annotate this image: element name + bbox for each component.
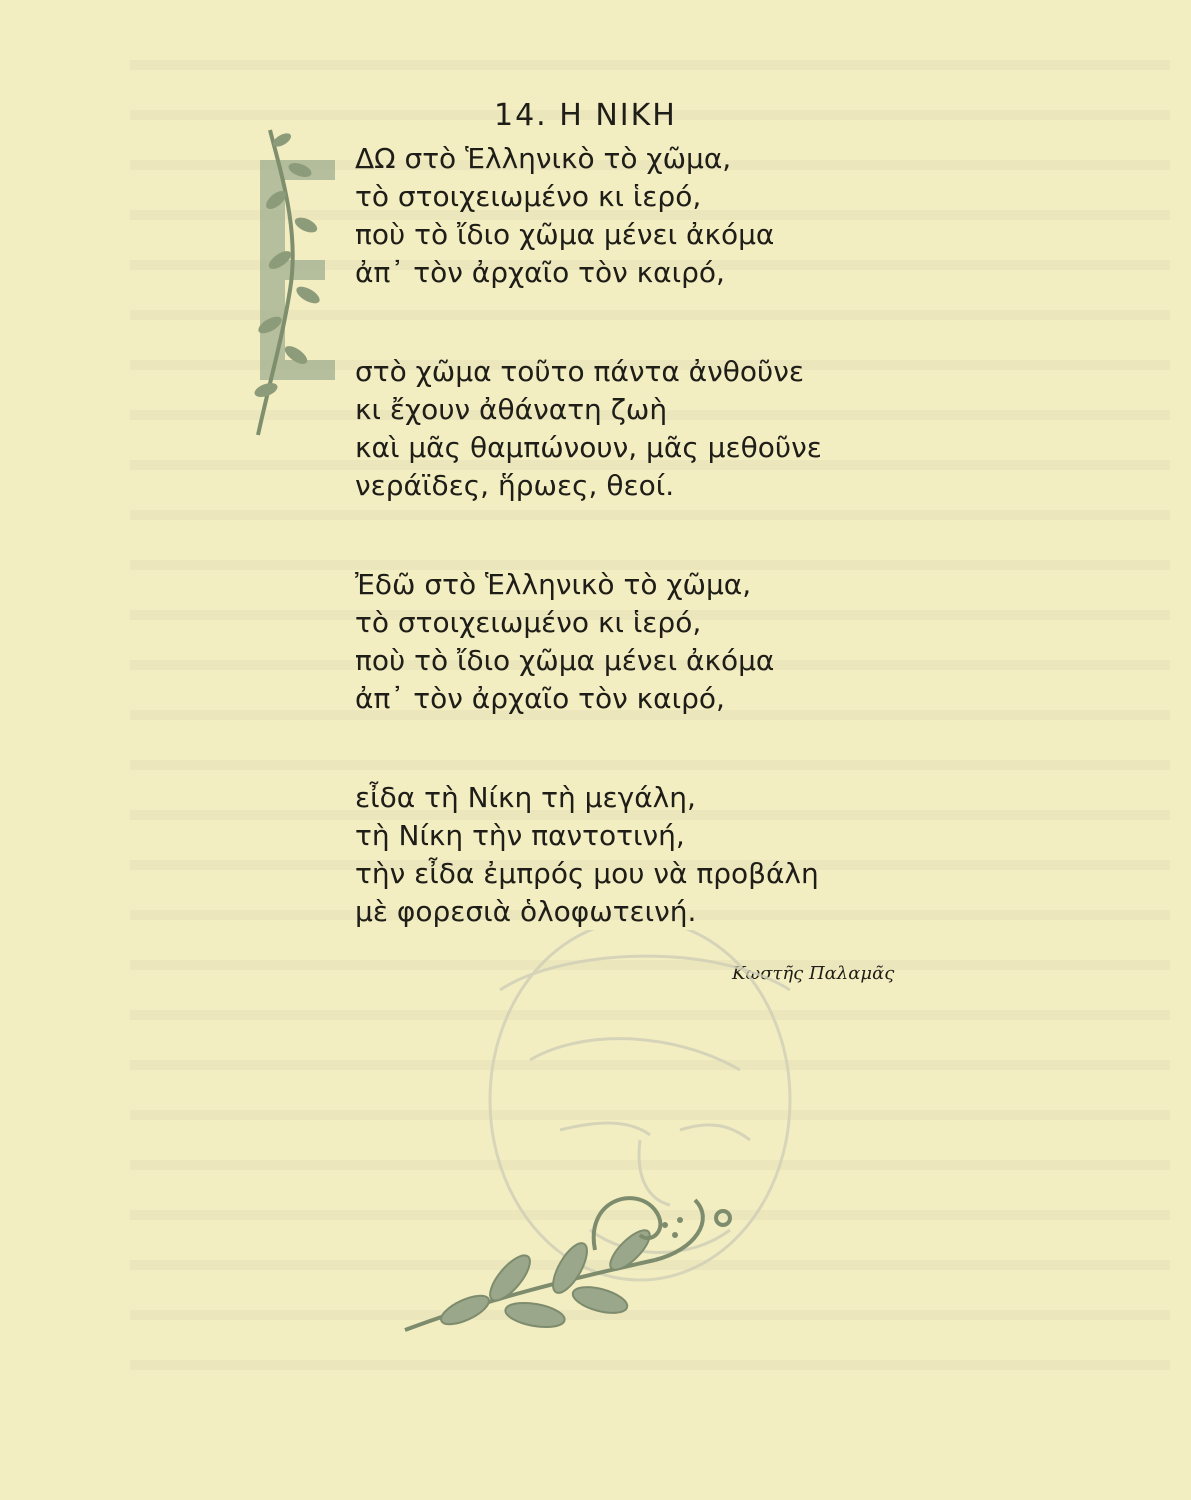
poem-line: τὴ Νίκη τὴν παντοτινή, <box>355 819 685 852</box>
poem-body <box>355 140 915 931</box>
leaf-ornament-icon <box>395 1180 775 1340</box>
decorated-initial-e-icon <box>240 110 360 440</box>
poem-line: στὸ χῶμα τοῦτο πάντα ἀνθοῦνε <box>355 355 805 388</box>
poem-line: τὴν εἶδα ἐμπρός μου νὰ προβάλη <box>355 857 819 890</box>
poem-line: καὶ μᾶς θαμπώνουν, μᾶς μεθοῦνε <box>355 431 822 464</box>
stanza <box>355 566 915 718</box>
poem-line: κι ἔχουν ἀθάνατη ζωὴ <box>355 393 668 426</box>
poem-title: 14. Η ΝΙΚΗ <box>494 98 677 134</box>
poem-line: τὸ στοιχειωμένο κι ἱερό, <box>355 606 702 639</box>
poem-line: ποὺ τὸ ἴδιο χῶμα μένει ἀκόμα <box>355 644 775 677</box>
poem-line: ποὺ τὸ ἴδιο χῶμα μένει ἀκόμα <box>355 218 775 251</box>
stanza <box>355 140 915 292</box>
poem-line: εἶδα τὴ Νίκη τὴ μεγάλη, <box>355 781 696 814</box>
stanza <box>355 779 915 931</box>
poem-line: μὲ φορεσιὰ ὁλοφωτεινή. <box>355 895 697 928</box>
author-signature: Κωστῆς Παλαμᾶς <box>732 963 895 984</box>
poem-line: Ἐδῶ στὸ Ἑλληνικὸ τὸ χῶμα, <box>355 568 752 601</box>
poem-line: ἀπ᾽ τὸν ἀρχαῖο τὸν καιρό, <box>355 256 725 289</box>
poem-line: νεράϊδες, ἥρωες, θεοί. <box>355 469 675 502</box>
poem-line: ἀπ᾽ τὸν ἀρχαῖο τὸν καιρό, <box>355 682 725 715</box>
stanza <box>355 353 915 505</box>
poem-line: ΔΩ στὸ Ἑλληνικὸ τὸ χῶμα, <box>355 142 732 175</box>
poem-line: τὸ στοιχειωμένο κι ἱερό, <box>355 180 702 213</box>
